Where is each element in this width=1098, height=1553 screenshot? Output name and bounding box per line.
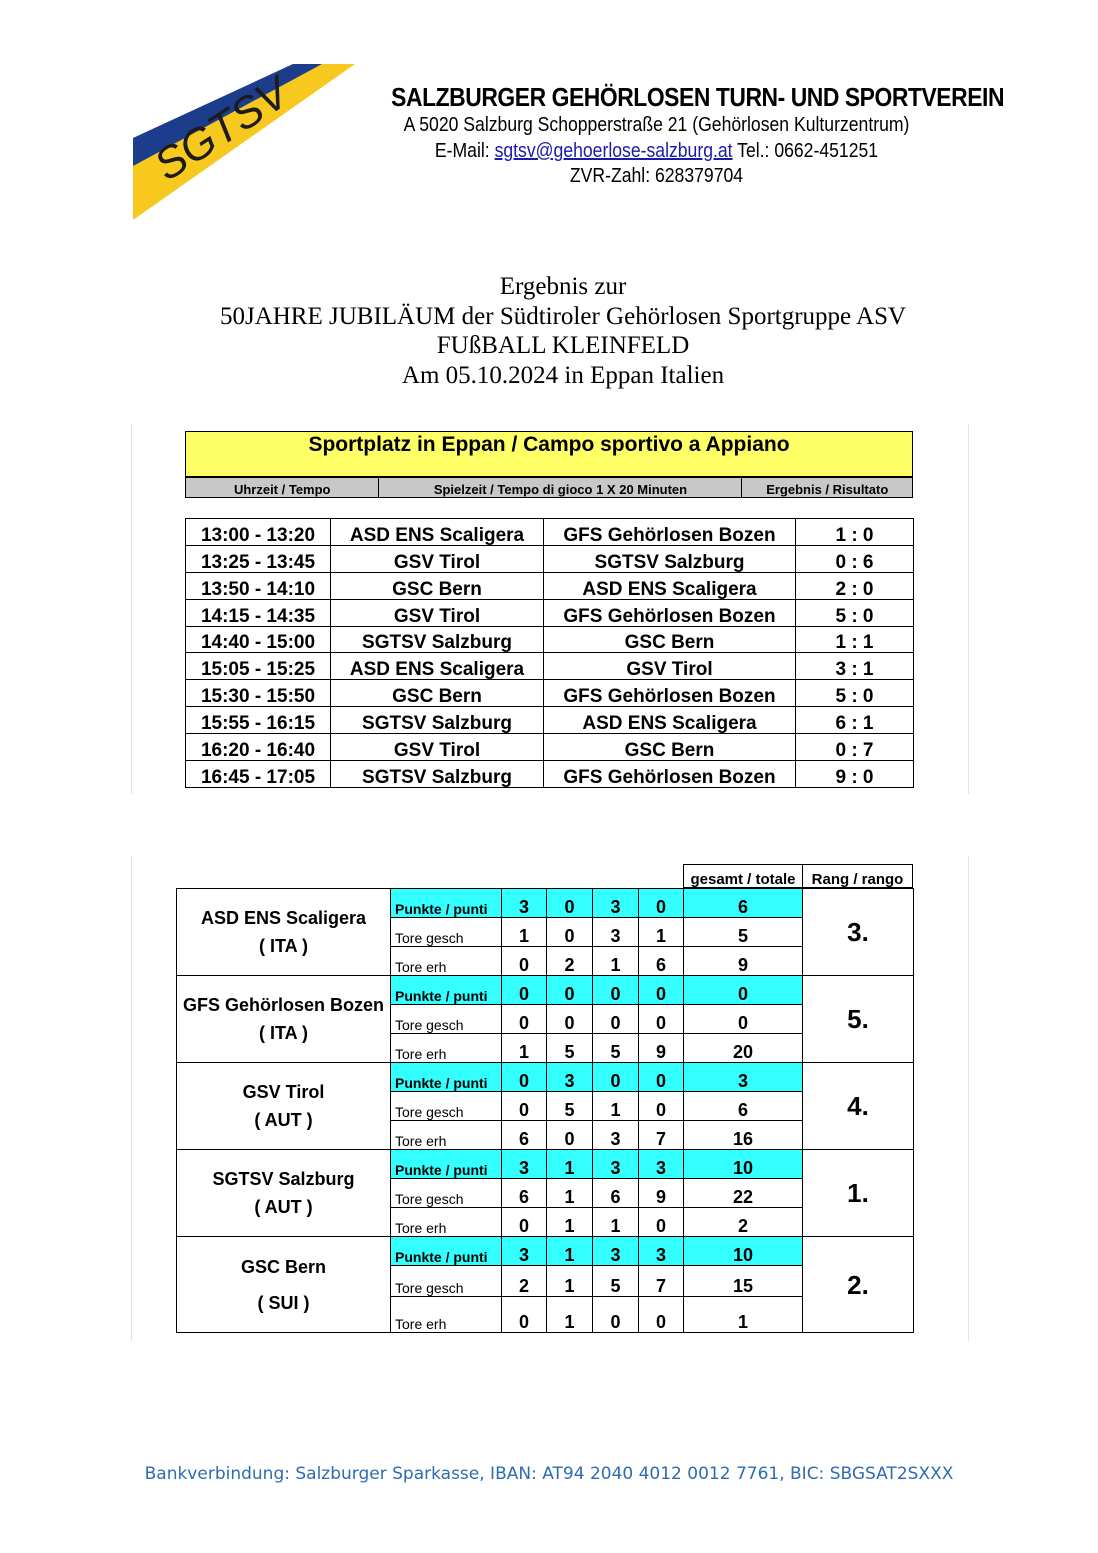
game-value: 0 (547, 1005, 593, 1034)
game-value: 0 (639, 889, 684, 918)
col-time-header: Uhrzeit / Tempo (186, 478, 379, 497)
match-row (186, 653, 914, 680)
game-value: 5 (593, 1034, 639, 1063)
game-value: 3 (593, 918, 639, 947)
zvr-number: ZVR-Zahl: 628379704 (569, 165, 744, 187)
game-value: 0 (547, 889, 593, 918)
total-value: 20 (684, 1034, 803, 1063)
team-cell (177, 976, 391, 1063)
row-label: Punkte / punti (391, 889, 502, 918)
row-label: Tore erh (391, 1034, 502, 1063)
total-value: 15 (684, 1266, 803, 1297)
row-label: Tore gesch (391, 1179, 502, 1208)
team-country: ( ITA ) (259, 1023, 308, 1043)
game-value: 1 (547, 1237, 593, 1266)
game-value: 0 (502, 1297, 547, 1333)
match-result: 0 : 6 (796, 545, 914, 572)
total-value: 0 (684, 1005, 803, 1034)
total-value: 5 (684, 918, 803, 947)
game-value: 0 (502, 1092, 547, 1121)
match-time: 15:05 - 15:25 (186, 653, 331, 680)
total-value: 6 (684, 1092, 803, 1121)
team-country: ( ITA ) (259, 936, 308, 956)
title-line-4: Am 05.10.2024 in Eppan Italien (401, 361, 725, 389)
game-value: 9 (639, 1179, 684, 1208)
email-link[interactable]: sgtsv@gehoerlose-salzburg.at (494, 140, 733, 162)
match-result: 3 : 1 (796, 653, 914, 680)
match-row (186, 572, 914, 599)
document-title (0, 272, 1098, 390)
home-team: ASD ENS Scaligera (331, 519, 544, 546)
schedule-table (185, 518, 914, 788)
match-time: 15:30 - 15:50 (186, 680, 331, 707)
team-name: GSV Tirol (242, 1082, 325, 1102)
game-value: 1 (593, 1092, 639, 1121)
row-label: Punkte / punti (391, 1237, 502, 1266)
match-result: 5 : 0 (796, 599, 914, 626)
match-row (186, 734, 914, 761)
team-country: ( SUI ) (257, 1292, 310, 1313)
game-value: 0 (639, 1005, 684, 1034)
game-value: 3 (502, 1150, 547, 1179)
game-value: 1 (593, 1208, 639, 1237)
match-time: 16:45 - 17:05 (186, 761, 331, 788)
game-value: 1 (502, 1034, 547, 1063)
away-team: GSC Bern (544, 734, 796, 761)
home-team: SGTSV Salzburg (331, 626, 544, 653)
game-value: 0 (547, 918, 593, 947)
game-value: 1 (547, 1208, 593, 1237)
game-value: 7 (639, 1121, 684, 1150)
game-value: 0 (502, 976, 547, 1005)
team-cell (177, 1063, 391, 1150)
home-team: SGTSV Salzburg (331, 707, 544, 734)
away-team: GSC Bern (544, 626, 796, 653)
home-team: ASD ENS Scaligera (331, 653, 544, 680)
total-value: 3 (684, 1063, 803, 1092)
total-value: 1 (684, 1297, 803, 1333)
game-value: 3 (639, 1150, 684, 1179)
match-result: 1 : 1 (796, 626, 914, 653)
game-value: 1 (547, 1297, 593, 1333)
team-cell (177, 1150, 391, 1237)
total-value: 6 (684, 889, 803, 918)
game-value: 6 (502, 1121, 547, 1150)
standings-table (176, 888, 914, 1333)
game-value: 6 (502, 1179, 547, 1208)
game-value: 7 (639, 1266, 684, 1297)
match-row (186, 626, 914, 653)
club-name: SALZBURGER GEHÖRLOSEN TURN- UND SPORTVEREIN (391, 82, 1005, 112)
away-team: GFS Gehörlosen Bozen (544, 680, 796, 707)
team-rank: 1. (803, 1150, 914, 1237)
away-team: GFS Gehörlosen Bozen (544, 599, 796, 626)
match-row (186, 680, 914, 707)
game-value: 0 (502, 1005, 547, 1034)
match-result: 6 : 1 (796, 707, 914, 734)
schedule-subheader (185, 477, 913, 498)
game-value: 0 (547, 976, 593, 1005)
col-play-header: Spielzeit / Tempo di gioco 1 X 20 Minuten (379, 478, 742, 497)
match-time: 13:00 - 13:20 (186, 519, 331, 546)
game-value: 5 (547, 1092, 593, 1121)
game-value: 0 (639, 1297, 684, 1333)
team-name: SGTSV Salzburg (212, 1169, 355, 1189)
team-cell (177, 889, 391, 976)
game-value: 1 (639, 918, 684, 947)
game-value: 0 (502, 947, 547, 976)
away-team: ASD ENS Scaligera (544, 707, 796, 734)
club-address: A 5020 Salzburg Schopperstraße 21 (Gehörlosen Kulturzentrum) (403, 114, 910, 136)
total-value: 10 (684, 1150, 803, 1179)
col-result-header: Ergebnis / Risultato (766, 482, 889, 497)
away-team: ASD ENS Scaligera (544, 572, 796, 599)
total-value: 9 (684, 947, 803, 976)
game-value: 0 (593, 1005, 639, 1034)
away-team: GFS Gehörlosen Bozen (544, 761, 796, 788)
match-result: 9 : 0 (796, 761, 914, 788)
rank-header: Rang / rango (802, 864, 913, 888)
game-value: 3 (593, 1237, 639, 1266)
match-time: 14:40 - 15:00 (186, 626, 331, 653)
row-label: Tore erh (391, 1208, 502, 1237)
team-rank: 3. (803, 889, 914, 976)
club-contact (391, 140, 922, 163)
row-label: Punkte / punti (391, 1150, 502, 1179)
row-label: Tore gesch (391, 1266, 502, 1297)
match-row (186, 599, 914, 626)
game-value: 0 (639, 1063, 684, 1092)
away-team: GFS Gehörlosen Bozen (544, 519, 796, 546)
team-rank: 2. (803, 1237, 914, 1333)
total-value: 10 (684, 1237, 803, 1266)
home-team: GSC Bern (331, 680, 544, 707)
logo-text: SGTSV (145, 68, 298, 191)
row-label: Punkte / punti (391, 976, 502, 1005)
game-value: 5 (593, 1266, 639, 1297)
row-label: Tore erh (391, 947, 502, 976)
game-value: 9 (639, 1034, 684, 1063)
team-country: ( AUT ) (254, 1110, 313, 1130)
match-result: 5 : 0 (796, 680, 914, 707)
title-line-2: 50JAHRE JUBILÄUM der Südtiroler Gehörlosen Sportgruppe ASV (219, 302, 907, 330)
game-value: 1 (502, 918, 547, 947)
game-value: 6 (593, 1179, 639, 1208)
total-value: 16 (684, 1121, 803, 1150)
team-name: GFS Gehörlosen Bozen (182, 995, 385, 1015)
game-value: 3 (502, 889, 547, 918)
phone: Tel.: 0662-451251 (732, 140, 879, 162)
game-value: 6 (639, 947, 684, 976)
game-value: 0 (593, 1297, 639, 1333)
standings-row-points (177, 976, 914, 1005)
match-time: 13:25 - 13:45 (186, 545, 331, 572)
match-result: 1 : 0 (796, 519, 914, 546)
title-line-3: FUßBALL KLEINFELD (436, 332, 690, 359)
away-team: GSV Tirol (544, 653, 796, 680)
game-value: 3 (547, 1063, 593, 1092)
game-value: 1 (547, 1179, 593, 1208)
team-country: ( AUT ) (254, 1197, 313, 1217)
standings-row-points (177, 1237, 914, 1266)
bank-details: Bankverbindung: Salzburger Sparkasse, IBAN: AT94 2040 4012 0012 7761, BIC: SBGSAT2SXXX (144, 1464, 954, 1484)
home-team: GSV Tirol (331, 599, 544, 626)
team-rank: 4. (803, 1063, 914, 1150)
match-time: 16:20 - 16:40 (186, 734, 331, 761)
row-label: Tore gesch (391, 1005, 502, 1034)
game-value: 0 (502, 1063, 547, 1092)
title-line-1: Ergebnis zur (499, 273, 627, 300)
row-label: Tore gesch (391, 1092, 502, 1121)
row-label: Tore gesch (391, 918, 502, 947)
match-row (186, 545, 914, 572)
game-value: 0 (593, 1063, 639, 1092)
total-value: 2 (684, 1208, 803, 1237)
game-value: 1 (593, 947, 639, 976)
total-value: 22 (684, 1179, 803, 1208)
row-label: Tore erh (391, 1121, 502, 1150)
game-value: 3 (593, 1121, 639, 1150)
home-team: GSV Tirol (331, 545, 544, 572)
game-value: 1 (547, 1150, 593, 1179)
match-row (186, 519, 914, 546)
game-value: 3 (502, 1237, 547, 1266)
standings-row-points (177, 1063, 914, 1092)
home-team: SGTSV Salzburg (331, 761, 544, 788)
match-result: 2 : 0 (796, 572, 914, 599)
game-value: 3 (593, 889, 639, 918)
team-name: ASD ENS Scaligera (200, 908, 367, 928)
match-time: 14:15 - 14:35 (186, 599, 331, 626)
row-label: Tore erh (391, 1297, 502, 1333)
match-time: 15:55 - 16:15 (186, 707, 331, 734)
game-value: 1 (547, 1266, 593, 1297)
game-value: 2 (502, 1266, 547, 1297)
total-header: gesamt / totale (683, 864, 802, 888)
game-value: 5 (547, 1034, 593, 1063)
sgtsv-logo (133, 64, 355, 220)
home-team: GSV Tirol (331, 734, 544, 761)
home-team: GSC Bern (331, 572, 544, 599)
team-rank: 5. (803, 976, 914, 1063)
game-value: 3 (639, 1237, 684, 1266)
match-result: 0 : 7 (796, 734, 914, 761)
game-value: 0 (639, 1208, 684, 1237)
game-value: 0 (593, 976, 639, 1005)
team-cell (177, 1237, 391, 1333)
game-value: 0 (502, 1208, 547, 1237)
match-time: 13:50 - 14:10 (186, 572, 331, 599)
away-team: SGTSV Salzburg (544, 545, 796, 572)
schedule-banner: Sportplatz in Eppan / Campo sportivo a Appiano (185, 431, 913, 477)
standings-row-points (177, 1150, 914, 1179)
match-row (186, 761, 914, 788)
email-label: E-Mail: (434, 140, 495, 162)
game-value: 0 (639, 976, 684, 1005)
game-value: 0 (547, 1121, 593, 1150)
standings-row-points (177, 889, 914, 918)
game-value: 3 (593, 1150, 639, 1179)
game-value: 0 (639, 1092, 684, 1121)
total-value: 0 (684, 976, 803, 1005)
match-row (186, 707, 914, 734)
row-label: Punkte / punti (391, 1063, 502, 1092)
game-value: 2 (547, 947, 593, 976)
team-name: GSC Bern (240, 1256, 327, 1277)
